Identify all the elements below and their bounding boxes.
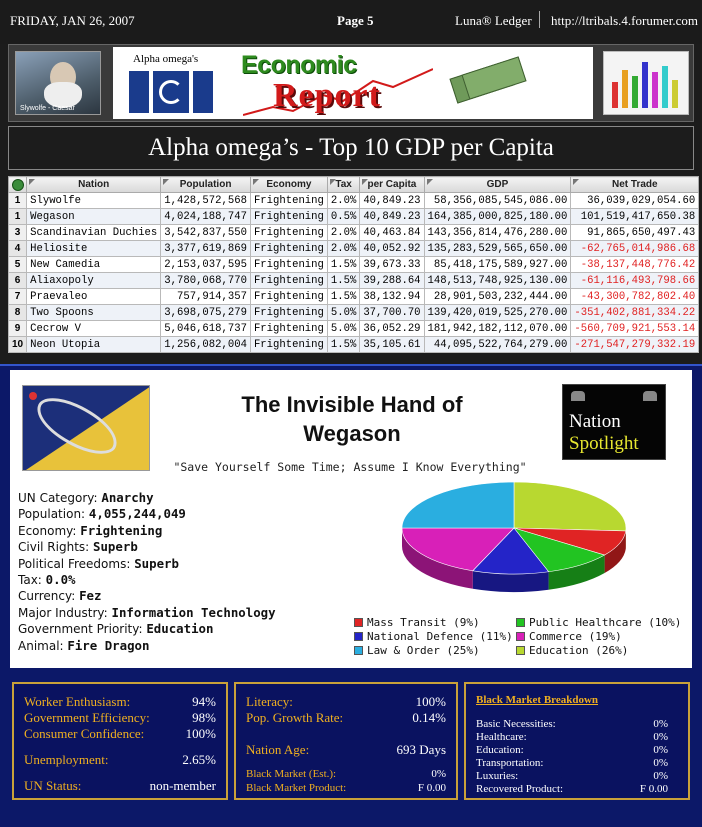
rank-cell: 9: [9, 321, 27, 337]
table-header: [9, 177, 699, 193]
fact-row: [18, 523, 348, 539]
table-row[interactable]: [9, 225, 699, 241]
table-body: [9, 193, 699, 353]
legend-swatch: [516, 632, 525, 641]
black-market-value: 0%: [653, 757, 668, 769]
column-header-per-capita[interactable]: per Capita: [360, 177, 424, 193]
population-cell: 3,377,619,869: [161, 241, 251, 257]
population-cell: 1,256,082,004: [161, 337, 251, 353]
gdp-table: [8, 176, 699, 353]
gdp-cell: 28,901,503,232,444.00: [424, 289, 571, 305]
spotlight-title-line1: The Invisible Hand of: [241, 392, 463, 417]
legend-swatch: [354, 618, 363, 627]
per-capita-cell: 40,849.23: [360, 193, 424, 209]
stat-label: Unemployment:: [24, 752, 109, 767]
sun-icon: [29, 392, 37, 400]
table-row[interactable]: [9, 337, 699, 353]
banner-title-report: Report: [273, 77, 381, 114]
tax-cell: 5.0%: [327, 321, 359, 337]
tax-cell: 1.5%: [327, 337, 359, 353]
nation-motto: "Save Yourself Some Time; Assume I Know Everything": [173, 460, 527, 474]
page-number: Page 5: [337, 13, 374, 28]
legend-item: [516, 630, 622, 643]
fact-label: UN Category:: [18, 491, 102, 505]
issue-date: FRIDAY, JAN 26, 2007: [10, 13, 135, 28]
money-icon: [448, 59, 528, 101]
net-trade-cell: -271,547,279,332.19: [571, 337, 699, 353]
tax-cell: 2.0%: [327, 241, 359, 257]
stat-label: UN Status:: [24, 778, 82, 793]
net-trade-cell: -62,765,014,986.68: [571, 241, 699, 257]
tax-cell: 1.5%: [327, 273, 359, 289]
economy-cell: Frightening: [250, 337, 327, 353]
sort-arrow-icon: [253, 179, 259, 185]
nation-cell: Wegason: [27, 209, 161, 225]
nation-cell: New Camedia: [27, 257, 161, 273]
rank-cell: 3: [9, 225, 27, 241]
banner: [8, 44, 694, 122]
tax-cell: 2.0%: [327, 193, 359, 209]
fact-row: [18, 605, 348, 621]
alpha-omega-flag-icon: [129, 71, 213, 113]
tax-cell: 1.5%: [327, 257, 359, 273]
fact-value: Superb: [93, 539, 138, 555]
fact-row: [18, 572, 348, 588]
stat-value: 94%: [192, 694, 216, 709]
fact-value: Education: [146, 621, 214, 637]
rank-cell: 7: [9, 289, 27, 305]
sort-arrow-icon: [573, 179, 579, 185]
nation-cell: Neon Utopia: [27, 337, 161, 353]
economy-cell: Frightening: [250, 257, 327, 273]
nation-cell: Scandinavian Duchies: [27, 225, 161, 241]
table-row[interactable]: [9, 289, 699, 305]
stat-value: 100%: [185, 726, 216, 741]
fact-value: Anarchy: [101, 490, 154, 505]
badge-line2: Spotlight: [569, 433, 639, 454]
population-cell: 1,428,572,568: [161, 193, 251, 209]
divider: [539, 11, 540, 28]
bar-chart-thumbnail-icon: [603, 51, 689, 115]
fact-row: [18, 588, 348, 604]
rank-cell: 4: [9, 241, 27, 257]
economy-cell: Frightening: [250, 321, 327, 337]
banner-small-title: Alpha omega's: [133, 53, 199, 65]
sort-arrow-icon: [362, 179, 368, 185]
black-market-label: Basic Necessities:: [476, 718, 556, 730]
nation-cell: Slywolfe: [27, 193, 161, 209]
budget-pie-chart: [394, 476, 634, 606]
legend-item: [516, 616, 681, 629]
stat-label: Black Market (Est.):: [246, 768, 337, 780]
economy-cell: Frightening: [250, 305, 327, 321]
table-row[interactable]: [9, 305, 699, 321]
fact-value: Frightening: [80, 522, 163, 538]
column-header-population[interactable]: Population: [161, 177, 251, 193]
economy-cell: Frightening: [250, 241, 327, 257]
black-market-label: Education:: [476, 744, 524, 756]
nation-cell: Aliaxopoly: [27, 273, 161, 289]
fact-value: Information Technology: [111, 604, 276, 620]
rank-cell: 6: [9, 273, 27, 289]
economy-cell: Frightening: [250, 273, 327, 289]
fact-row: [18, 621, 348, 637]
legend-item: [354, 630, 513, 643]
publication-name: Luna® Ledger: [455, 13, 532, 28]
nation-cell: Praevaleo: [27, 289, 161, 305]
black-market-label: Recovered Product:: [476, 783, 564, 795]
population-cell: 5,046,618,737: [161, 321, 251, 337]
stats-box-black-market: [464, 682, 690, 800]
legend-label: Commerce (19%): [529, 630, 622, 643]
gdp-cell: 85,418,175,589,927.00: [424, 257, 571, 273]
legend-swatch: [516, 618, 525, 627]
net-trade-cell: 101,519,417,650.38: [571, 209, 699, 225]
stat-value: 2.65%: [182, 752, 216, 767]
black-market-title: Black Market Breakdown: [476, 694, 599, 706]
gdp-cell: 135,283,529,565,650.00: [424, 241, 571, 257]
fact-label: Animal:: [18, 638, 68, 653]
per-capita-cell: 37,700.70: [360, 305, 424, 321]
gdp-cell: 148,513,748,925,130.00: [424, 273, 571, 289]
per-capita-cell: 40,849.23: [360, 209, 424, 225]
stat-value: 0%: [431, 768, 446, 780]
legend-item: [354, 616, 480, 629]
economy-cell: Frightening: [250, 225, 327, 241]
column-header-tax[interactable]: Tax: [327, 177, 359, 193]
stat-label: Consumer Confidence:: [24, 726, 145, 741]
sort-icon: [12, 179, 24, 191]
tax-cell: 2.0%: [327, 225, 359, 241]
column-header-nation[interactable]: Nation: [27, 177, 161, 193]
nation-cell: Two Spoons: [27, 305, 161, 321]
pie-slice-education: [514, 482, 626, 531]
per-capita-cell: 39,288.64: [360, 273, 424, 289]
nation-facts: [18, 490, 348, 654]
per-capita-cell: 40,463.84: [360, 225, 424, 241]
legend-label: Public Healthcare (10%): [529, 616, 682, 629]
spotlight-title-line2: Wegason: [303, 421, 401, 446]
fact-label: Civil Rights:: [18, 540, 94, 555]
badge-line1: Nation: [569, 411, 621, 432]
fact-value: 4,055,244,049: [88, 506, 186, 522]
fact-row: [18, 539, 348, 555]
black-market-label: Luxuries:: [476, 770, 519, 782]
legend-label: Mass Transit (9%): [367, 616, 480, 629]
banner-title-economic: Economic: [241, 51, 357, 79]
stat-value: 98%: [192, 710, 216, 725]
author-photo: [15, 51, 101, 115]
stats-box-economy: [12, 682, 228, 800]
per-capita-cell: 40,052.92: [360, 241, 424, 257]
net-trade-cell: -43,300,782,802.40: [571, 289, 699, 305]
stat-value: 0.14%: [412, 710, 446, 725]
black-market-label: Transportation:: [476, 757, 544, 769]
fact-label: Currency:: [18, 589, 80, 604]
banner-center: [113, 47, 593, 119]
gdp-cell: 181,942,182,112,070.00: [424, 321, 571, 337]
rank-cell: 1: [9, 209, 27, 225]
nation-cell: Cecrow V: [27, 321, 161, 337]
sort-arrow-icon: [427, 179, 433, 185]
table-row[interactable]: [9, 209, 699, 225]
stat-label: Black Market Product:: [246, 782, 347, 794]
legend-swatch: [516, 646, 525, 655]
stat-label: Nation Age:: [246, 742, 310, 757]
fact-label: Government Priority:: [18, 622, 147, 637]
economy-cell: Frightening: [250, 209, 327, 225]
population-cell: 4,024,188,747: [161, 209, 251, 225]
table-row[interactable]: [9, 273, 699, 289]
fact-value: Fez: [79, 588, 102, 604]
spotlight-lamp-icon: [643, 391, 657, 401]
top-bar: [0, 0, 702, 44]
fact-value: Fire Dragon: [67, 637, 150, 653]
per-capita-cell: 39,673.33: [360, 257, 424, 273]
fact-row: [18, 556, 348, 572]
column-header-gdp[interactable]: GDP: [424, 177, 571, 193]
page-headline: Alpha omega’s - Top 10 GDP per Capita: [8, 126, 694, 170]
fact-row: [18, 638, 348, 654]
rank-cell: 5: [9, 257, 27, 273]
stat-label: Literacy:: [246, 694, 293, 709]
fact-label: Population:: [18, 507, 89, 522]
population-cell: 3,542,837,550: [161, 225, 251, 241]
column-icon-header[interactable]: [9, 177, 27, 193]
fact-row: [18, 506, 348, 522]
site-link[interactable]: http://ltribals.4.forumer.com: [551, 13, 698, 28]
tax-cell: 5.0%: [327, 305, 359, 321]
fact-value: 0.0%: [45, 572, 76, 588]
fact-label: Political Freedoms:: [18, 556, 135, 571]
population-cell: 3,780,068,770: [161, 273, 251, 289]
gdp-cell: 58,356,085,545,086.00: [424, 193, 571, 209]
legend-label: National Defence (11%): [367, 630, 513, 643]
stat-label: Pop. Growth Rate:: [246, 710, 344, 725]
fact-label: Tax:: [18, 573, 46, 588]
net-trade-cell: 91,865,650,497.43: [571, 225, 699, 241]
gdp-cell: 139,420,019,525,270.00: [424, 305, 571, 321]
black-market-value: 0%: [653, 744, 668, 756]
stat-label: Government Efficiency:: [24, 710, 150, 725]
table-row[interactable]: [9, 321, 699, 337]
column-header-economy[interactable]: Economy: [250, 177, 327, 193]
per-capita-cell: 35,105.61: [360, 337, 424, 353]
stat-value: non-member: [149, 778, 216, 793]
gdp-cell: 164,385,000,825,180.00: [424, 209, 571, 225]
stats-box-demographics: [234, 682, 458, 800]
legend-swatch: [354, 646, 363, 655]
black-market-value: 0%: [653, 718, 668, 730]
table-row[interactable]: [9, 241, 699, 257]
population-cell: 2,153,037,595: [161, 257, 251, 273]
fact-row: [18, 490, 348, 506]
sort-arrow-icon: [163, 179, 169, 185]
sort-arrow-icon: [29, 179, 35, 185]
legend-label: Education (26%): [529, 644, 629, 657]
pie-slice-law-order: [402, 482, 514, 528]
crescent-icon: [159, 80, 183, 104]
tax-cell: 1.5%: [327, 289, 359, 305]
economy-cell: Frightening: [250, 289, 327, 305]
net-trade-cell: -560,709,921,553.14: [571, 321, 699, 337]
column-header-net-trade[interactable]: Net Trade: [571, 177, 699, 193]
nation-spotlight-badge: [562, 384, 666, 460]
stat-value: 693 Days: [396, 742, 446, 757]
photo-caption: Slywolfe - Caesar: [20, 105, 75, 112]
fact-value: Superb: [134, 555, 179, 571]
economy-cell: Frightening: [250, 193, 327, 209]
tax-cell: 0.5%: [327, 209, 359, 225]
black-market-label: Healthcare:: [476, 731, 527, 743]
legend-item: [354, 644, 480, 657]
legend-item: [516, 644, 628, 657]
gdp-cell: 143,356,814,476,280.00: [424, 225, 571, 241]
population-cell: 3,698,075,279: [161, 305, 251, 321]
rank-cell: 1: [9, 193, 27, 209]
stat-value: 100%: [415, 694, 446, 709]
wegason-flag-icon: [22, 385, 150, 471]
fact-label: Major Industry:: [18, 605, 112, 620]
table-row[interactable]: [9, 257, 699, 273]
per-capita-cell: 36,052.29: [360, 321, 424, 337]
table-row[interactable]: [9, 193, 699, 209]
rank-cell: 10: [9, 337, 27, 353]
net-trade-cell: 36,039,029,054.60: [571, 193, 699, 209]
net-trade-cell: -351,402,881,334.22: [571, 305, 699, 321]
net-trade-cell: -38,137,448,776.42: [571, 257, 699, 273]
black-market-value: F 0.00: [639, 783, 668, 795]
population-cell: 757,914,357: [161, 289, 251, 305]
spotlight-lamp-icon: [571, 391, 585, 401]
legend-swatch: [354, 632, 363, 641]
rank-cell: 8: [9, 305, 27, 321]
black-market-value: 0%: [653, 770, 668, 782]
stat-value: F 0.00: [417, 782, 446, 794]
sort-arrow-icon: [330, 179, 336, 185]
nation-cell: Heliosite: [27, 241, 161, 257]
per-capita-cell: 38,132.94: [360, 289, 424, 305]
black-market-value: 0%: [653, 731, 668, 743]
gdp-cell: 44,095,522,764,279.00: [424, 337, 571, 353]
fact-label: Economy:: [18, 523, 81, 538]
legend-label: Law & Order (25%): [367, 644, 480, 657]
stat-label: Worker Enthusiasm:: [24, 694, 131, 709]
net-trade-cell: -61,116,493,798.66: [571, 273, 699, 289]
